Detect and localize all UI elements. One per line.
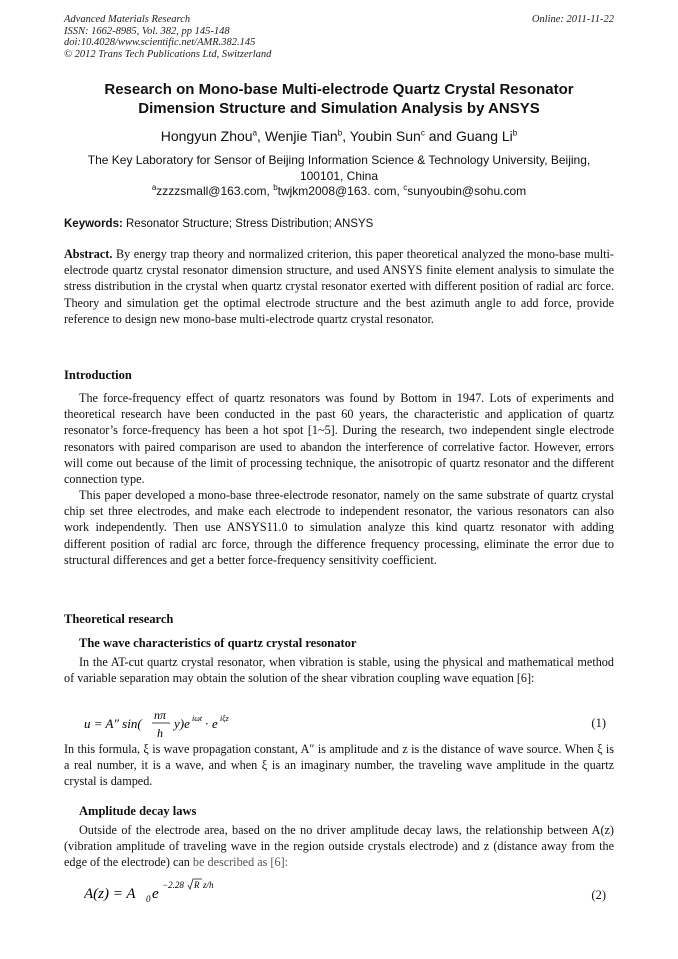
- svg-text:u = A″ sin(: u = A″ sin(: [84, 716, 142, 731]
- svg-text:·: ·: [205, 716, 209, 731]
- author-3: Youbin Sun: [349, 128, 421, 144]
- svg-text:iξz: iξz: [220, 714, 229, 723]
- equation-1: [84, 706, 344, 746]
- affiliation-line-1: The Key Laboratory for Sensor of Beijing Information Science & Technology University, Beijing,: [87, 153, 591, 167]
- copyright: © 2012 Trans Tech Publications Ltd, Switzerland: [64, 48, 272, 60]
- theory-paragraph-2: In this formula, ξ is wave propagation constant, A″ is amplitude and z is the distance of wave source. When ξ is a real number, it is a wave, and when ξ is an imaginary number, the traveling wave amplitude in the quartz crystal is damped.: [64, 742, 614, 789]
- svg-text:nπ: nπ: [154, 708, 167, 722]
- author-and: and: [428, 128, 453, 144]
- email-2[interactable]: twjkm2008@163. com,: [277, 184, 400, 198]
- svg-text:iωt: iωt: [192, 714, 203, 723]
- section-heading-introduction: Introduction: [64, 368, 132, 382]
- svg-text:e: e: [212, 716, 218, 731]
- author-list: Hongyun Zhou$^a$, Wenjie Tian$^b$, Youbin Sun$^c$ and Guang Li$^b$: [160, 128, 518, 144]
- equation-2-graphic: [84, 876, 284, 906]
- theory-paragraph-3: [64, 822, 614, 871]
- equation-2-number: (2): [591, 888, 606, 902]
- intro-paragraph-1: The force-frequency effect of quartz resonators was found by Bottom in 1947. Lots of experiments and theoretical research have been conducted in the past 60 years, the characteristic and application of quartz resonator’s force-frequency has been a hot spot [1~5]. During the research, two independent single electrode resonators with paired comparison are used to abandon the interference of correlative factor. However, errors will come out because of the limit of processing technique, the anisotropic of quartz resonator and the different connection type.: [64, 391, 614, 487]
- svg-text:A(z) = A: A(z) = A: [84, 886, 136, 902]
- author-1-sup: a: [252, 128, 258, 138]
- abstract-text: By energy trap theory and normalized criterion, this paper theoretical analyzed the mono-base multi-electrode quartz crystal resonator dimension structure, and used ANSYS finite element analysis to simulate the stress distribution in the crystal when quartz crystal resonator exerted with different position of radial arc force. Theory and simulation get the optimal electrode structure and the best azimuth angle to add force, provide reference to design new mono-base multi-electrode quartz crystal resonator.: [64, 247, 614, 326]
- author-2-sup: b: [337, 128, 343, 138]
- section-heading-theoretical-research: Theoretical research: [64, 612, 174, 626]
- abstract: [64, 246, 614, 327]
- title-line-1: Research on Mono-base Multi-electrode Quartz Crystal Resonator: [104, 81, 574, 98]
- affiliation: [70, 152, 608, 184]
- svg-text:h: h: [157, 726, 163, 740]
- equation-2: [84, 876, 284, 910]
- author-2: Wenjie Tian: [264, 128, 338, 144]
- subsection-heading-wave-characteristics: The wave characteristics of quartz crystal resonator: [79, 636, 357, 650]
- email-3[interactable]: sunyoubin@sohu.com: [407, 184, 527, 198]
- svg-text:z/h: z/h: [203, 880, 214, 890]
- journal-header: [64, 14, 271, 60]
- email-2-sup: b: [273, 183, 278, 192]
- email-3-sup: c: [403, 183, 408, 192]
- author-1: Hongyun Zhou: [160, 128, 253, 144]
- keywords: [64, 218, 614, 230]
- svg-text:−2.28: −2.28: [162, 880, 184, 890]
- intro-paragraph-2: This paper developed a mono-base three-electrode resonator, namely on the same substrate of quartz crystal chip set three electrodes, and make each electrode to independent resonator, the various resonators can also work independently. Then use ANSYS11.0 to simulation analyze this kind quartz resonator with adding different position of radial arc force, through the difference frequency processing, eliminate the error due to structural differences and get a better force-frequency sensitivity coefficient.: [64, 488, 614, 567]
- title-line-2: Dimension Structure and Simulation Analysis by ANSYS: [138, 100, 540, 117]
- author-4-sup: b: [512, 128, 518, 138]
- author-emails: [40, 184, 638, 198]
- issn: ISSN: 1662-8985, Vol. 382, pp 145-148: [64, 25, 230, 37]
- keywords-label: Keywords:: [64, 218, 123, 230]
- abstract-label: Abstract.: [64, 247, 113, 261]
- online-date: Online: 2011-11-22: [531, 14, 614, 25]
- theory-paragraph-3-tail: be described as [6]:: [192, 855, 289, 870]
- affiliation-line-2: 100101, China: [299, 169, 379, 183]
- svg-text:e: e: [152, 886, 159, 902]
- subsection-heading-amplitude-decay: Amplitude decay laws: [79, 804, 197, 818]
- svg-text:0: 0: [146, 894, 151, 904]
- paper-title: [40, 80, 638, 118]
- keywords-text: Resonator Structure; Stress Distribution; ANSYS: [126, 218, 374, 230]
- email-1-sup: a: [151, 183, 157, 192]
- doi: doi:10.4028/www.scientific.net/AMR.382.145: [64, 37, 256, 48]
- author-3-sup: c: [420, 128, 425, 138]
- equation-1-graphic: [84, 706, 344, 742]
- svg-text:R: R: [194, 880, 200, 890]
- journal-name: Advanced Materials Research: [64, 14, 191, 25]
- theory-paragraph-3-main: Outside of the electrode area, based on the no driver amplitude decay laws, the relationship between A(z) (vibration amplitude of traveling wave in the region outside crystals electrode) and z (distance away from the edge of the electrode) can: [64, 823, 614, 870]
- email-1[interactable]: zzzzsmall@163.com,: [156, 184, 270, 198]
- equation-1-number: (1): [591, 716, 606, 730]
- svg-text:y)e: y)e: [174, 716, 190, 731]
- author-4: Guang Li: [455, 128, 513, 144]
- theory-paragraph-1: In the AT-cut quartz crystal resonator, when vibration is stable, using the physical and mathematical method of variable separation may obtain the solution of the shear vibration coupling wave equation [6]:: [64, 655, 614, 686]
